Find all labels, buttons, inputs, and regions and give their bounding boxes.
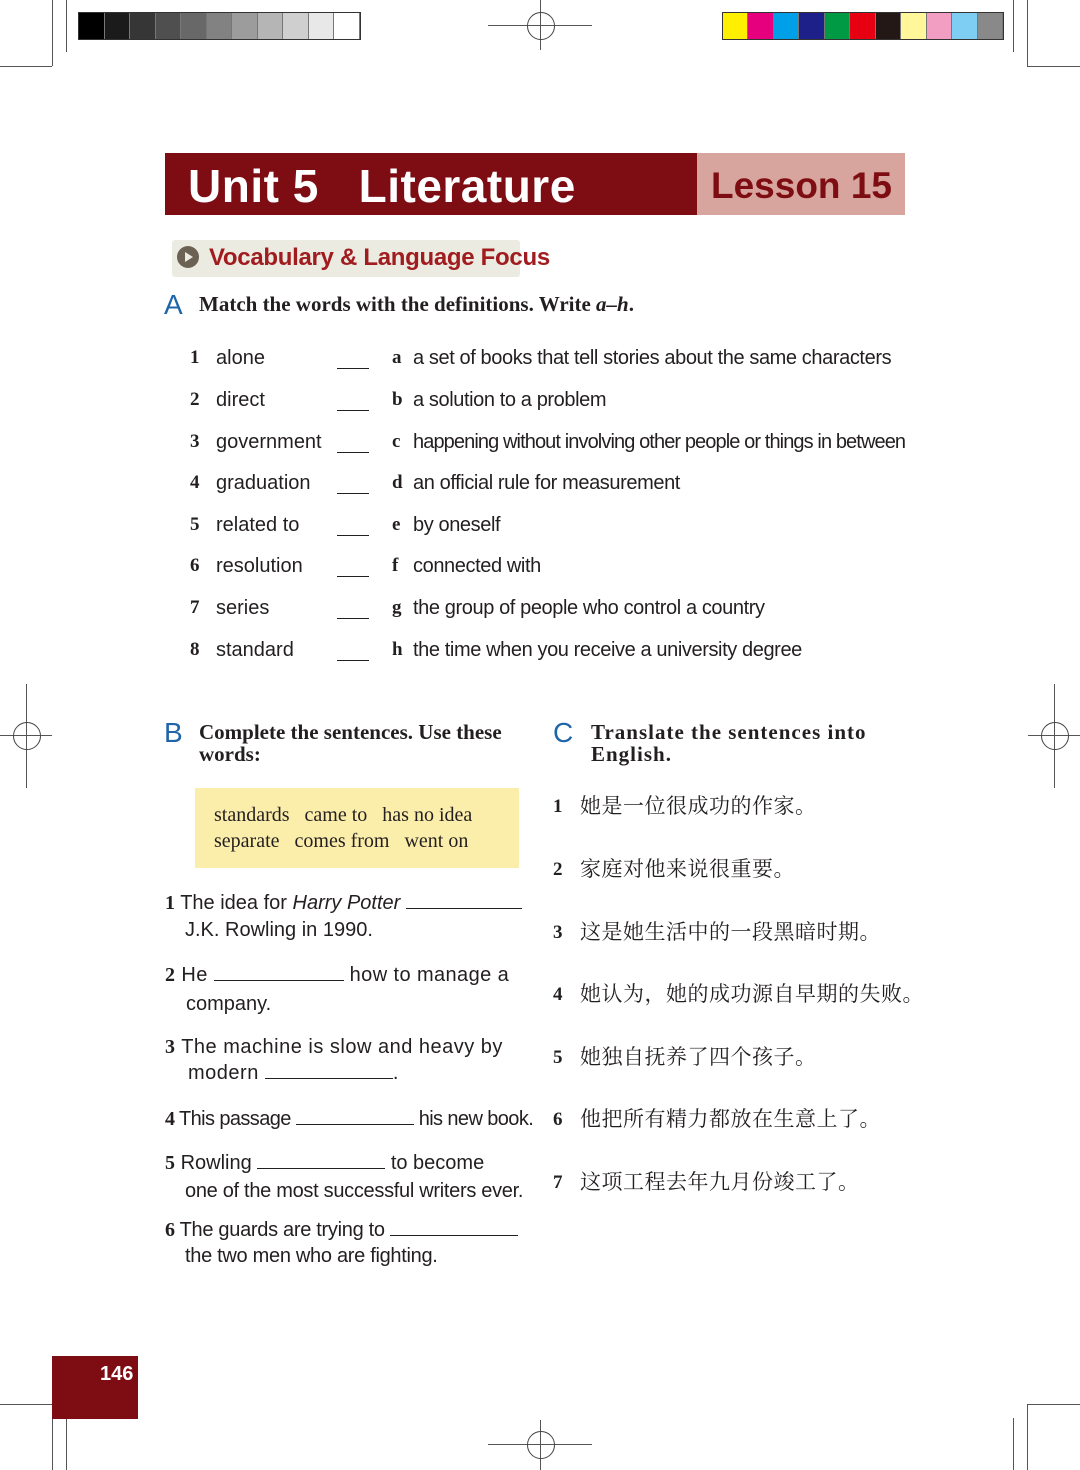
crop-mark (1013, 1418, 1014, 1470)
section-c-letter: C (553, 717, 574, 748)
vocabulary-word: alone (216, 347, 265, 369)
book-title: Harry Potter (292, 892, 401, 914)
item-number: 4 (165, 1108, 175, 1130)
definition-text: the group of people who control a country (413, 597, 765, 619)
translation-number: 3 (553, 922, 563, 943)
instruction-range: a–h (596, 292, 629, 316)
section-a-letter: A (164, 289, 183, 320)
word-box-line: separate comes from went on (214, 830, 469, 852)
chinese-sentence: 她认为，她的成功源自早期的失败。 (580, 982, 924, 1006)
sentence-text: This passage (179, 1108, 296, 1130)
color-swatch (901, 13, 926, 39)
answer-blank[interactable] (214, 966, 344, 981)
gray-swatch (79, 13, 105, 39)
sentence-text: modern (188, 1062, 265, 1084)
translation-number: 5 (553, 1047, 563, 1068)
translation-number: 1 (553, 796, 563, 817)
definition-letter: c (392, 431, 401, 452)
color-swatch (876, 13, 901, 39)
vocabulary-word: resolution (216, 555, 303, 577)
play-icon (177, 246, 199, 268)
sentence-item (165, 1106, 533, 1133)
word-number: 2 (190, 389, 200, 410)
sentence-text: Rowling (180, 1152, 258, 1174)
answer-blank[interactable] (390, 1221, 518, 1236)
word-number: 1 (190, 347, 200, 368)
definition-text: by oneself (413, 514, 501, 536)
translation-number: 7 (553, 1172, 563, 1193)
chinese-sentence: 这项工程去年九月份竣工了。 (580, 1170, 860, 1194)
instruction-line: English. (591, 742, 672, 766)
definition-letter: f (392, 555, 399, 576)
gray-swatch (283, 13, 309, 39)
answer-blank[interactable] (337, 618, 369, 619)
definition-letter: b (392, 389, 403, 410)
sentence-continuation: J.K. Rowling in 1990. (185, 919, 373, 941)
color-swatch (799, 13, 824, 39)
answer-blank[interactable] (337, 535, 369, 536)
answer-blank[interactable] (337, 410, 369, 411)
color-swatch (748, 13, 773, 39)
sentence-item (165, 962, 509, 989)
definition-letter: g (392, 597, 402, 618)
gray-swatch (258, 13, 284, 39)
instruction-line: Translate the sentences into (591, 720, 867, 744)
definition-text: happening without involving other people or things in between (413, 431, 906, 453)
word-number: 7 (190, 597, 200, 618)
answer-blank[interactable] (337, 660, 369, 661)
color-swatch (774, 13, 799, 39)
vocabulary-word: related to (216, 514, 300, 536)
sentence-item (165, 1034, 503, 1061)
answer-blank[interactable] (406, 894, 522, 909)
chinese-sentence: 这是她生活中的一段黑暗时期。 (580, 920, 881, 944)
gray-swatch (105, 13, 131, 39)
section-b-instruction (199, 721, 502, 765)
answer-blank[interactable] (296, 1110, 414, 1125)
sentence-item (165, 890, 522, 917)
word-box-line: standards came to has no idea (214, 804, 473, 826)
gray-swatch (309, 13, 335, 39)
sentence-text: how to manage a (343, 964, 510, 986)
chinese-sentence: 家庭对他来说很重要。 (580, 857, 795, 881)
vocabulary-word: standard (216, 639, 294, 661)
crop-mark (66, 1418, 67, 1470)
vocabulary-word: graduation (216, 472, 311, 494)
sentence-text: The idea for (180, 892, 293, 914)
word-number: 4 (190, 472, 200, 493)
word-number: 5 (190, 514, 200, 535)
gray-swatch (232, 13, 258, 39)
sentence-item (165, 1150, 484, 1177)
vocabulary-word: government (216, 431, 322, 453)
definition-text: a solution to a problem (413, 389, 607, 411)
definition-letter: h (392, 639, 403, 660)
crop-mark (0, 1404, 52, 1405)
answer-blank[interactable] (257, 1154, 385, 1169)
crop-mark (52, 0, 53, 66)
gray-swatch (156, 13, 182, 39)
chinese-sentence: 她独自抚养了四个孩子。 (580, 1045, 817, 1069)
item-number: 1 (165, 892, 175, 914)
section-banner-title: Vocabulary & Language Focus (209, 244, 550, 271)
chinese-sentence: 她是一位很成功的作家。 (580, 794, 817, 818)
definition-text: an official rule for measurement (413, 472, 680, 494)
color-calibration-strip (722, 12, 1004, 40)
gray-swatch (334, 13, 360, 39)
translation-number: 6 (553, 1109, 563, 1130)
answer-blank[interactable] (337, 576, 369, 577)
unit-title: Unit 5 Literature (188, 160, 576, 212)
crop-mark (52, 1418, 53, 1470)
lesson-title: Lesson 15 (711, 165, 892, 206)
translation-number: 4 (553, 984, 563, 1005)
instruction-end: . (628, 292, 634, 316)
instruction-line: Complete the sentences. Use these (199, 720, 502, 744)
word-number: 3 (190, 431, 200, 452)
definition-letter: d (392, 472, 403, 493)
item-number: 5 (165, 1152, 175, 1174)
answer-blank[interactable] (265, 1064, 393, 1079)
sentence-text: The guards are trying to (179, 1219, 391, 1241)
color-swatch (723, 13, 748, 39)
grayscale-calibration-strip (78, 12, 361, 40)
gray-swatch (207, 13, 233, 39)
definition-letter: e (392, 514, 401, 535)
sentence-text: He (181, 964, 214, 986)
answer-blank[interactable] (337, 493, 369, 494)
sentence-text: . (392, 1062, 399, 1084)
instruction-text: Match the words with the definitions. Write (199, 292, 597, 316)
color-swatch (850, 13, 875, 39)
crop-mark (1027, 1404, 1080, 1405)
sentence-continuation: the two men who are fighting. (185, 1245, 438, 1267)
word-number: 6 (190, 555, 200, 576)
crop-mark (0, 66, 52, 67)
crop-mark (1027, 1404, 1028, 1470)
definition-text: a set of books that tell stories about the same characters (413, 347, 892, 369)
answer-blank[interactable] (337, 368, 369, 369)
color-swatch (978, 13, 1003, 39)
word-number: 8 (190, 639, 200, 660)
item-number: 2 (165, 964, 176, 986)
crop-mark (66, 0, 67, 52)
crop-mark (1027, 0, 1028, 66)
definition-text: the time when you receive a university degree (413, 639, 802, 661)
sentence-continuation: one of the most successful writers ever. (185, 1180, 524, 1202)
section-c-instruction (591, 721, 867, 765)
instruction-line: words: (199, 742, 261, 766)
sentence-text: to become (385, 1152, 485, 1174)
sentence-text: The machine is slow and heavy by (181, 1036, 503, 1058)
sentence-item (165, 1217, 518, 1244)
gray-swatch (181, 13, 207, 39)
sentence-text: his new book. (413, 1108, 534, 1130)
item-number: 3 (165, 1036, 176, 1058)
vocabulary-word: series (216, 597, 270, 619)
chinese-sentence: 他把所有精力都放在生意上了。 (580, 1107, 881, 1131)
color-swatch (927, 13, 952, 39)
color-swatch (952, 13, 977, 39)
color-swatch (825, 13, 850, 39)
gray-swatch (130, 13, 156, 39)
page-number: 146 (100, 1363, 134, 1385)
answer-blank[interactable] (337, 452, 369, 453)
word-box (195, 788, 519, 868)
definition-text: connected with (413, 555, 541, 577)
section-b-letter: B (164, 717, 183, 748)
sentence-continuation: company. (186, 993, 272, 1015)
vocabulary-word: direct (216, 389, 265, 411)
crop-mark (1013, 0, 1014, 52)
translation-number: 2 (553, 859, 563, 880)
definition-letter: a (392, 347, 402, 368)
sentence-continuation (188, 1060, 399, 1087)
item-number: 6 (165, 1219, 175, 1241)
crop-mark (1027, 66, 1080, 67)
section-a-instruction (199, 293, 634, 315)
